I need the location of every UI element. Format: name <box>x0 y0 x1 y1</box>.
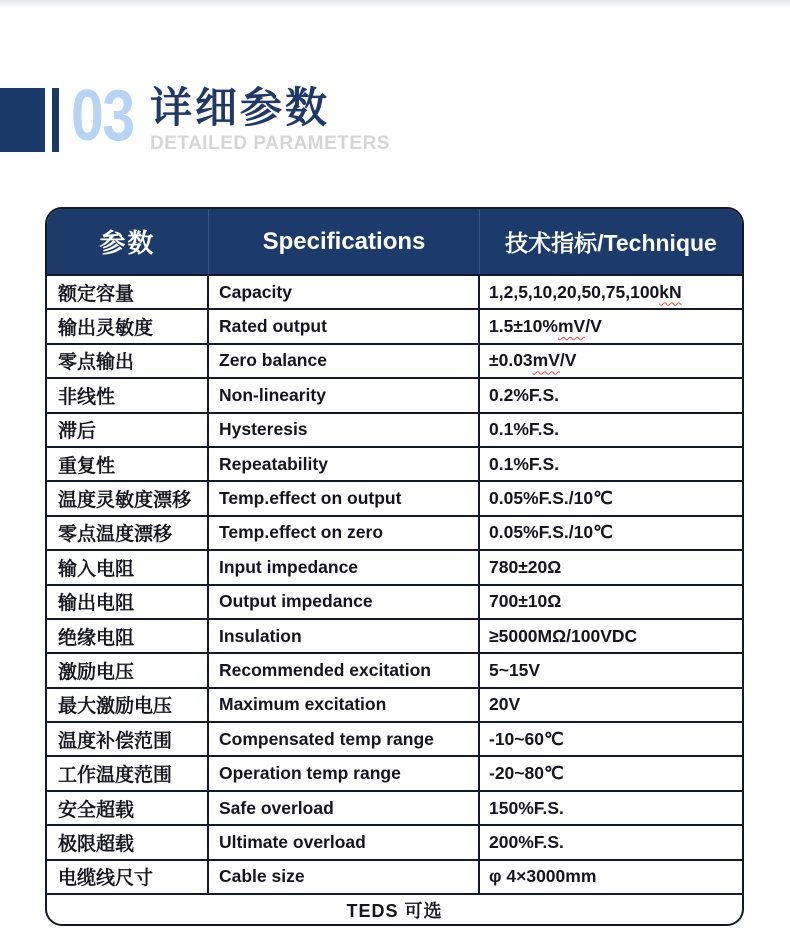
col-header-technique: 技术指标/Technique <box>505 230 717 256</box>
param-name-en: Ultimate overload <box>209 826 480 858</box>
param-name-cn: 零点温度漂移 <box>47 517 209 549</box>
param-name-en: Recommended excitation <box>209 654 480 686</box>
param-name-cn: 工作温度范围 <box>47 757 209 789</box>
table-row <box>47 824 742 858</box>
spellcheck-underline: kN <box>659 281 682 302</box>
section-titles <box>150 84 390 155</box>
table-row <box>47 515 742 549</box>
param-name-cn: 电缆线尺寸 <box>47 861 209 893</box>
param-value: -10~60℃ <box>489 728 564 749</box>
param-value: 150%F.S. <box>489 797 564 818</box>
param-name-cn: 温度灵敏度漂移 <box>47 482 209 514</box>
param-name-cn: 重复性 <box>47 448 209 480</box>
param-name-cn: 输出灵敏度 <box>47 310 209 342</box>
header-accent-square <box>0 88 45 152</box>
param-value: 0.05%F.S./10℃ <box>489 522 613 543</box>
table-row <box>47 446 742 480</box>
param-name-en: Temp.effect on zero <box>209 517 480 549</box>
param-value: 20V <box>489 694 521 715</box>
table-row <box>47 480 742 514</box>
param-name-en: Non-linearity <box>209 379 480 411</box>
spec-table-header-row <box>47 209 742 274</box>
top-shadow <box>0 0 790 9</box>
param-name-cn: 滞后 <box>47 414 209 446</box>
col-header-specifications: Specifications <box>209 209 480 274</box>
table-row <box>47 584 742 618</box>
table-row <box>47 687 742 721</box>
spellcheck-underline: mV <box>532 350 560 371</box>
param-value: 1,2,5,10,20,50,75,100 kN <box>489 281 682 302</box>
teds-note: TEDS 可选 <box>346 900 443 921</box>
table-row <box>47 790 742 824</box>
table-row <box>47 412 742 446</box>
spec-table <box>45 207 744 926</box>
param-name-en: Safe overload <box>209 792 480 824</box>
param-name-en: Input impedance <box>209 551 480 583</box>
param-name-en: Temp.effect on output <box>209 482 480 514</box>
param-value: 0.1%F.S. <box>489 419 560 440</box>
table-row <box>47 343 742 377</box>
param-name-cn: 额定容量 <box>47 276 209 308</box>
param-name-cn: 极限超载 <box>47 826 209 858</box>
param-name-en: Hysteresis <box>209 414 480 446</box>
param-name-en: Rated output <box>209 310 480 342</box>
param-name-cn: 激励电压 <box>47 654 209 686</box>
param-name-en: Compensated temp range <box>209 723 480 755</box>
param-name-cn: 非线性 <box>47 379 209 411</box>
table-row <box>47 618 742 652</box>
header-accent-bar <box>52 88 59 152</box>
table-row <box>47 721 742 755</box>
param-value: ±0.03 mV /V <box>489 350 577 371</box>
param-name-en: Repeatability <box>209 448 480 480</box>
param-name-cn: 零点输出 <box>47 345 209 377</box>
param-value: 200%F.S. <box>489 831 564 852</box>
param-name-cn: 输出电阻 <box>47 586 209 618</box>
param-value: 0.1%F.S. <box>489 453 560 474</box>
spec-table-body <box>47 274 742 893</box>
spellcheck-underline: mV <box>557 316 586 337</box>
section-number: 03 <box>71 76 134 156</box>
param-value: 0.2%F.S. <box>489 384 560 405</box>
param-name-en: Maximum excitation <box>209 689 480 721</box>
table-row <box>47 274 742 308</box>
section-title: 详细参数 <box>150 84 331 131</box>
spec-table-footer-row <box>47 893 742 924</box>
section-header <box>0 76 790 164</box>
param-value: 1.5±10% mV /V <box>489 316 602 337</box>
param-name-cn: 温度补偿范围 <box>47 723 209 755</box>
param-name-en: Insulation <box>209 620 480 652</box>
section-subtitle: DETAILED PARAMETERS <box>150 133 390 154</box>
param-value: 780±20Ω <box>489 556 562 577</box>
table-row <box>47 377 742 411</box>
param-value: 700±10Ω <box>489 591 562 612</box>
param-name-en: Cable size <box>209 861 480 893</box>
table-row <box>47 652 742 686</box>
param-value: φ 4×3000mm <box>489 866 597 887</box>
param-name-cn: 输入电阻 <box>47 551 209 583</box>
table-row <box>47 308 742 342</box>
param-value: 0.05%F.S./10℃ <box>489 488 613 509</box>
table-row <box>47 549 742 583</box>
col-header-param: 参数 <box>47 209 209 274</box>
param-name-en: Capacity <box>209 276 480 308</box>
param-name-en: Zero balance <box>209 345 480 377</box>
param-name-cn: 最大激励电压 <box>47 689 209 721</box>
param-value: ≥5000MΩ/100VDC <box>489 625 638 646</box>
param-name-en: Output impedance <box>209 586 480 618</box>
param-name-cn: 安全超载 <box>47 792 209 824</box>
param-name-en: Operation temp range <box>209 757 480 789</box>
table-row <box>47 859 742 893</box>
table-row <box>47 755 742 789</box>
param-name-cn: 绝缘电阻 <box>47 620 209 652</box>
param-value: -20~80℃ <box>489 763 564 784</box>
param-value: 5~15V <box>489 659 541 680</box>
